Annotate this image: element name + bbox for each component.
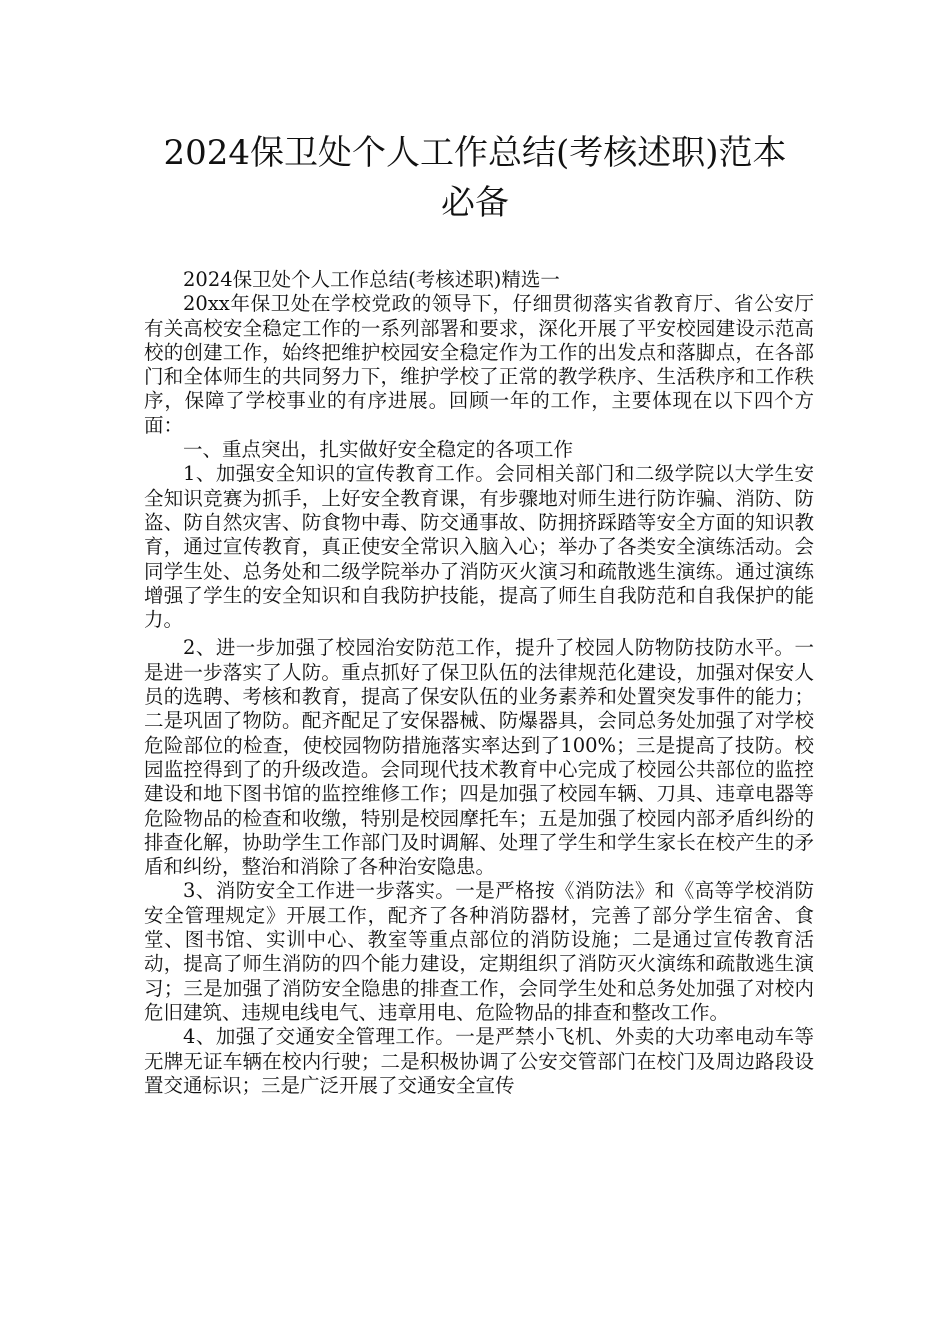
section-heading: 2024保卫处个人工作总结(考核述职)精选一: [183, 268, 560, 291]
paragraph-item-2: 2、进一步加强了校园治安防范工作，提升了校园人防物防技防水平。一是进一步落实了人防。重点抓好了保卫队伍的法律规范化建设，加强对保安人员的选聘、考核和教育，提高了保安队伍的业务素养和处置突发事件的能力；二是巩固了物防。配齐配足了安保器械、防爆器具，会同总务处加强了对学校危险部位的检查，使校园物防措施落实率达到了100%；三是提高了技防。校园监控得到了的升级改造。会同现代技术教育中心完成了校园公共部位的监控建设和地下图书馆的监控维修工作；四是加强了校园车辆、刀具、违章电器等危险物品的检查和收缴，特别是校园摩托车；五是加强了校园内部矛盾纠纷的排查化解，协助学生工作部门及时调解、处理了学生和学生家长在校产生的矛盾和纠纷，整治和消除了各种治安隐患。: [144, 636, 814, 879]
document-body: [144, 268, 814, 1098]
paragraph-item-4: 4、加强了交通安全管理工作。一是严禁小飞机、外卖的大功率电动车等无牌无证车辆在校内行驶；二是积极协调了公安交管部门在校门及周边路段设置交通标识；三是广泛开展了交通安全宣传: [144, 1025, 814, 1097]
subheading: 一、重点突出，扎实做好安全稳定的各项工作: [183, 438, 574, 462]
document-title: [100, 128, 850, 228]
paragraph-item-1: 1、加强安全知识的宣传教育工作。会同相关部门和二级学院以大学生安全知识竞赛为抓手，上好安全教育课，有步骤地对师生进行防诈骗、消防、防盗、防自然灾害、防食物中毒、防交通事故、防拥挤踩踏等安全方面的知识教育，通过宣传教育，真正使安全常识入脑入心；举办了各类安全演练活动。会同学生处、总务处和二级学院举办了消防灭火演习和疏散逃生演练。通过演练增强了学生的安全知识和自我防护技能，提高了师生自我防范和自我保护的能力。: [144, 462, 814, 632]
paragraph-intro: 20xx年保卫处在学校党政的领导下，仔细贯彻落实省教育厅、省公安厅有关高校安全稳定工作的一系列部署和要求，深化开展了平安校园建设示范高校的创建工作，始终把维护校园安全稳定作为工作的出发点和落脚点，在各部门和全体师生的共同努力下，维护学校了正常的教学秩序、生活秩序和工作秩序，保障了学校事业的有序进展。回顾一年的工作，主要体现在以下四个方面：: [144, 292, 814, 437]
title-line-1: 2024保卫处个人工作总结(考核述职)范本: [163, 133, 787, 173]
title-line-2: 必备: [441, 183, 509, 223]
paragraph-item-3: 3、消防安全工作进一步落实。一是严格按《消防法》和《高等学校消防安全管理规定》开展工作，配齐了各种消防器材，完善了部分学生宿舍、食堂、图书馆、实训中心、教室等重点部位的消防设施；二是通过宣传教育活动，提高了师生消防的四个能力建设，定期组织了消防灭火演练和疏散逃生演习；三是加强了消防安全隐患的排查工作，会同学生处和总务处加强了对校内危旧建筑、违规电线电气、违章用电、危险物品的排查和整改工作。: [144, 879, 814, 1024]
